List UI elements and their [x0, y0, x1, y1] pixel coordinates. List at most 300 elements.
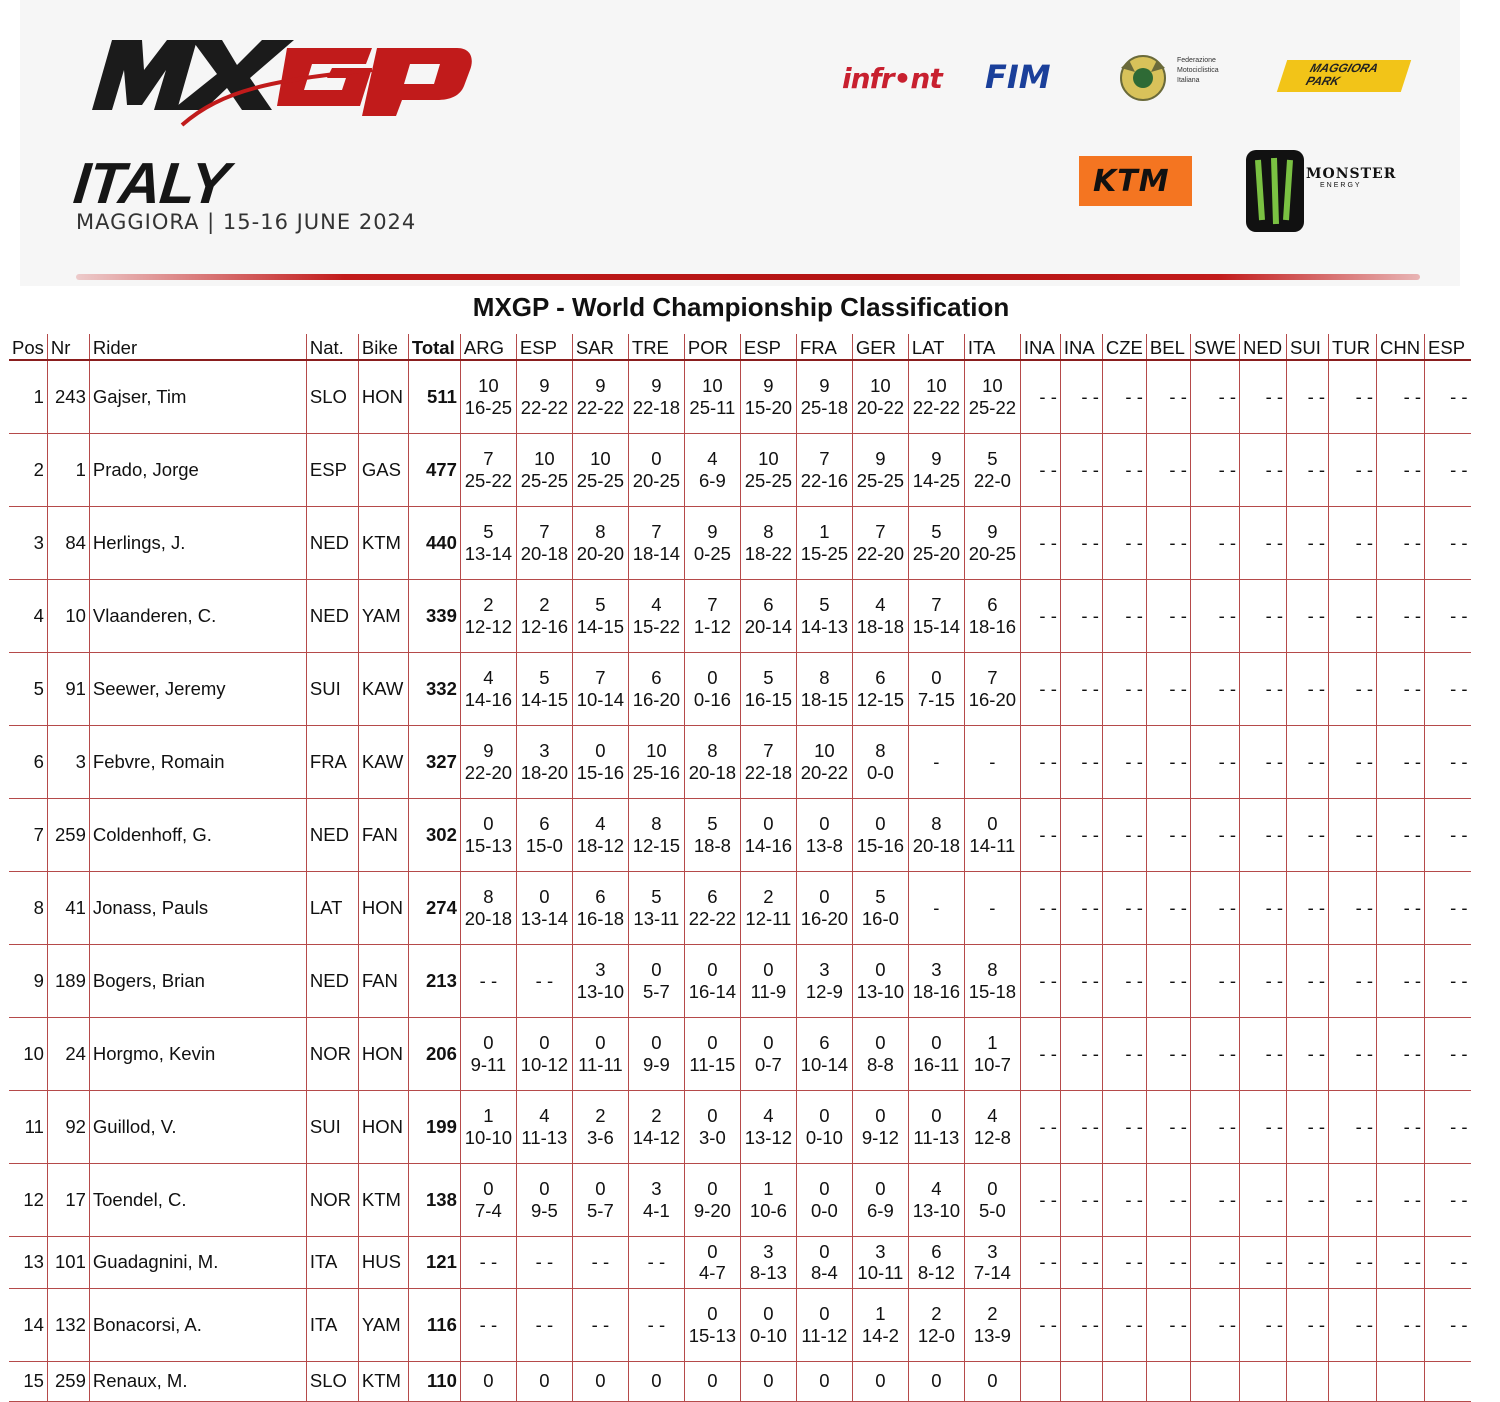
cell-race-result [908, 871, 964, 944]
race-points: 0 [763, 959, 774, 980]
cell-race-result [1146, 1090, 1190, 1163]
race-moto-points: 18-12 [576, 834, 625, 856]
cell-race-result [1329, 1361, 1377, 1401]
race-moto-points: 4-7 [699, 1262, 726, 1283]
race-points: 7 [707, 594, 718, 615]
race-no-result: - - [1125, 1042, 1143, 1064]
monster-claw-icon [1246, 150, 1304, 232]
race-moto-points: 7-14 [973, 1262, 1011, 1283]
race-moto-points: 3-0 [699, 1126, 726, 1148]
cell-race-result [572, 1236, 628, 1288]
race-moto-points: 20-18 [688, 761, 737, 783]
race-moto-points: 15-0 [525, 834, 563, 856]
cell-race-result [1240, 506, 1287, 579]
cell-nr: 92 [47, 1090, 89, 1163]
cell-race-result [908, 579, 964, 652]
race-points: 7 [483, 448, 494, 469]
cell-race-result [796, 725, 852, 798]
race-moto-points: 22-20 [464, 761, 513, 783]
race-no-result: - - [1169, 677, 1187, 699]
race-moto-points: 8-13 [749, 1262, 787, 1283]
col-header-race: TRE [628, 334, 684, 360]
race-no-result: - - [1081, 1115, 1099, 1137]
cell-race-result [1146, 1361, 1190, 1401]
race-no-result: - - [1307, 969, 1326, 991]
cell-race-result [1240, 579, 1287, 652]
race-points: 7 [819, 448, 830, 469]
cell-nat: NED [306, 506, 358, 579]
race-no-result: - - [1355, 1042, 1374, 1064]
race-no-result: - - [647, 1313, 666, 1335]
race-no-result: - - [1218, 969, 1237, 991]
race-moto-points: 13-11 [633, 907, 680, 929]
race-no-result: - - [1450, 385, 1468, 407]
cell-race-result [628, 433, 684, 506]
race-points: 3 [875, 1240, 886, 1262]
race-no-result: - - [1450, 896, 1468, 918]
race-no-result: - - [1218, 1042, 1237, 1064]
cell-bike: KTM [358, 1163, 408, 1236]
cell-race-result [964, 1163, 1020, 1236]
race-points: 0 [539, 1370, 550, 1392]
cell-race-result [516, 1090, 572, 1163]
cell-pos: 2 [9, 433, 47, 506]
race-no-result: - - [1450, 1313, 1468, 1335]
race-points: 4 [595, 813, 606, 834]
cell-race-result [908, 1163, 964, 1236]
cell-race-result [628, 871, 684, 944]
cell-race-result [740, 433, 796, 506]
cell-race-result [1020, 360, 1060, 433]
table-row [9, 360, 1471, 433]
cell-race-result [1102, 433, 1146, 506]
cell-race-result [1060, 1236, 1102, 1288]
cell-race-result [852, 725, 908, 798]
cell-race-result [684, 360, 740, 433]
race-points: 0 [651, 1370, 662, 1392]
cell-race-result [684, 1017, 740, 1090]
race-moto-points: 18-8 [693, 834, 731, 856]
cell-race-result [796, 1288, 852, 1361]
cell-race-result [572, 1017, 628, 1090]
cell-race-result [964, 360, 1020, 433]
race-moto-points: 14-16 [744, 834, 793, 856]
race-points: 5 [819, 594, 830, 615]
race-no-result: - - [535, 969, 554, 991]
race-points: 5 [875, 886, 886, 907]
race-no-result: - - [1355, 677, 1374, 699]
cell-race-result [684, 1361, 740, 1401]
cell-race-result [1146, 1017, 1190, 1090]
cell-race-result [964, 652, 1020, 725]
cell-race-result [1329, 871, 1377, 944]
cell-race-result [1377, 506, 1425, 579]
cell-race-result [964, 944, 1020, 1017]
cell-race-result [1287, 1090, 1329, 1163]
table-row [9, 506, 1471, 579]
cell-rider: Gajser, Tim [89, 360, 306, 433]
race-moto-points: 11-13 [521, 1126, 568, 1148]
cell-race-result [908, 1090, 964, 1163]
cell-race-result [1102, 506, 1146, 579]
race-points: 0 [819, 1178, 830, 1199]
cell-total: 116 [408, 1288, 460, 1361]
cell-race-result [460, 1163, 516, 1236]
race-points: 6 [539, 813, 550, 834]
race-moto-points: 12-16 [520, 615, 569, 637]
race-points: 10 [646, 740, 667, 761]
race-no-result: - - [1265, 1115, 1284, 1137]
race-points: 9 [539, 375, 550, 397]
cell-race-result [740, 506, 796, 579]
cell-bike: KTM [358, 1361, 408, 1401]
race-moto-points: 22-16 [800, 469, 849, 491]
race-no-result: - - [1403, 1251, 1422, 1272]
race-no-result: - - [1218, 1115, 1237, 1137]
cell-rider: Renaux, M. [89, 1361, 306, 1401]
cell-race-result [908, 1361, 964, 1401]
cell-race-result [796, 1236, 852, 1288]
race-moto-points: 25-25 [744, 469, 793, 491]
col-header-total: Total [408, 334, 460, 360]
race-moto-points: 16-15 [744, 688, 793, 710]
cell-race-result [1377, 1090, 1425, 1163]
race-moto-points: 10-11 [857, 1262, 904, 1283]
race-moto-points: 12-8 [973, 1126, 1011, 1148]
cell-race-result [572, 725, 628, 798]
cell-race-result [852, 1288, 908, 1361]
cell-nat: ITA [306, 1236, 358, 1288]
cell-race-result [1060, 798, 1102, 871]
race-moto-points: 15-13 [688, 1324, 737, 1346]
race-moto-points: 9-5 [531, 1199, 558, 1221]
table-row [9, 1236, 1471, 1288]
race-points: 10 [926, 375, 947, 397]
cell-race-result [1377, 360, 1425, 433]
race-points: 8 [707, 740, 718, 761]
race-no-result: - - [1355, 1188, 1374, 1210]
race-points: 0 [595, 740, 606, 761]
cell-race-result [516, 1163, 572, 1236]
cell-race-result [1329, 433, 1377, 506]
cell-rider: Horgmo, Kevin [89, 1017, 306, 1090]
race-points: 0 [707, 1240, 718, 1262]
cell-race-result [516, 1236, 572, 1288]
race-moto-points: 22-0 [973, 469, 1011, 491]
cell-race-result [516, 944, 572, 1017]
race-points: 0 [819, 1240, 830, 1262]
cell-race-result [1425, 506, 1471, 579]
cell-race-result [740, 1017, 796, 1090]
cell-race-result [796, 579, 852, 652]
cell-race-result [684, 725, 740, 798]
col-header-pos: Pos [9, 334, 47, 360]
race-points: 2 [539, 594, 550, 615]
mxgp-logo [72, 30, 472, 150]
cell-race-result [572, 506, 628, 579]
race-points: 0 [707, 667, 718, 688]
cell-rider: Guadagnini, M. [89, 1236, 306, 1288]
cell-race-result [460, 579, 516, 652]
cell-race-result [1377, 433, 1425, 506]
race-moto-points: 25-16 [632, 761, 681, 783]
race-moto-points: 0-10 [749, 1324, 787, 1346]
cell-race-result [684, 652, 740, 725]
race-moto-points: 14-13 [800, 615, 849, 637]
cell-total: 440 [408, 506, 460, 579]
race-no-result: - - [1039, 458, 1057, 480]
race-points: 5 [931, 521, 942, 542]
race-no-result: - - [1403, 531, 1422, 553]
cell-race-result [628, 798, 684, 871]
race-moto-points: 6-9 [699, 469, 726, 491]
cell-race-result [572, 798, 628, 871]
cell-race-result [852, 579, 908, 652]
race-no-result: - - [1403, 604, 1422, 626]
cell-race-result [796, 652, 852, 725]
race-points: 10 [870, 375, 891, 397]
race-no-result: - - [1169, 458, 1187, 480]
cell-nat: NOR [306, 1163, 358, 1236]
race-no-result: - - [1039, 1313, 1057, 1335]
race-moto-points: 15-16 [576, 761, 625, 783]
cell-race-result [1060, 1361, 1102, 1401]
cell-bike: HON [358, 1017, 408, 1090]
race-no-result: - - [1450, 1251, 1468, 1272]
race-no-result: - - [1307, 458, 1326, 480]
cell-race-result [964, 798, 1020, 871]
race-moto-points: 22-22 [688, 907, 737, 929]
race-moto-points: 20-20 [576, 542, 625, 564]
race-moto-points: 15-25 [800, 542, 849, 564]
race-no-result: - - [1081, 677, 1099, 699]
race-points: 0 [763, 813, 774, 834]
race-points: 0 [483, 1178, 494, 1199]
cell-rider: Jonass, Pauls [89, 871, 306, 944]
race-moto-points: 15-13 [464, 834, 513, 856]
race-moto-points: 20-25 [968, 542, 1017, 564]
race-no-result: - - [1125, 1251, 1143, 1272]
cell-race-result [516, 1361, 572, 1401]
race-moto-points: 22-18 [744, 761, 793, 783]
race-moto-points: 16-20 [632, 688, 681, 710]
race-points: 0 [595, 1178, 606, 1199]
race-moto-points: 16-0 [861, 907, 899, 929]
race-moto-points: 8-4 [811, 1262, 838, 1283]
cell-race-result [628, 1090, 684, 1163]
cell-race-result [1102, 360, 1146, 433]
cell-race-result [1287, 944, 1329, 1017]
race-points: 7 [763, 740, 774, 761]
cell-race-result [964, 1090, 1020, 1163]
cell-pos: 11 [9, 1090, 47, 1163]
cell-race-result [1425, 1288, 1471, 1361]
maggiora-park-logo [1277, 60, 1411, 92]
race-no-result: - - [1169, 385, 1187, 407]
cell-total: 199 [408, 1090, 460, 1163]
race-no-result: - - [1169, 896, 1187, 918]
race-moto-points: 7-4 [475, 1199, 502, 1221]
banner-red-rule [76, 274, 1420, 280]
table-row [9, 798, 1471, 871]
cell-race-result [1020, 1017, 1060, 1090]
cell-race-result [1240, 1361, 1287, 1401]
cell-race-result [796, 944, 852, 1017]
race-points: 0 [987, 813, 998, 834]
cell-race-result [628, 1163, 684, 1236]
race-no-result: - - [535, 1313, 554, 1335]
cell-pos: 3 [9, 506, 47, 579]
cell-race-result [852, 652, 908, 725]
cell-race-result [1240, 798, 1287, 871]
cell-race-result [1287, 1288, 1329, 1361]
cell-race-result [740, 360, 796, 433]
race-no-result: - - [1403, 1188, 1422, 1210]
cell-race-result [852, 1236, 908, 1288]
race-points: 8 [595, 521, 606, 542]
cell-race-result [628, 1017, 684, 1090]
fmi-logo [1115, 50, 1235, 108]
cell-race-result [1425, 1017, 1471, 1090]
race-moto-points: 10-12 [520, 1053, 569, 1075]
race-points: 0 [819, 813, 830, 834]
col-header-race: TUR [1329, 334, 1377, 360]
cell-race-result [1240, 433, 1287, 506]
race-points: 6 [651, 667, 662, 688]
table-row [9, 1163, 1471, 1236]
race-no-result: - - [1125, 823, 1143, 845]
cell-race-result [1060, 944, 1102, 1017]
race-moto-points: 18-18 [856, 615, 905, 637]
race-no-result: - - [1265, 823, 1284, 845]
cell-race-result [1287, 1236, 1329, 1288]
race-moto-points: 4-1 [643, 1199, 670, 1221]
race-points: 9 [763, 375, 774, 397]
cell-race-result [1146, 579, 1190, 652]
race-points: 9 [483, 740, 494, 761]
race-points: 2 [763, 886, 774, 907]
cell-race-result [1020, 1090, 1060, 1163]
cell-race-result [1102, 1017, 1146, 1090]
cell-race-result [1287, 1017, 1329, 1090]
race-no-result: - - [1265, 677, 1284, 699]
race-points: 0 [651, 959, 662, 980]
cell-race-result [1190, 652, 1239, 725]
race-moto-points: 16-20 [968, 688, 1017, 710]
cell-race-result [1190, 1236, 1239, 1288]
race-no-result: - - [1125, 896, 1143, 918]
race-no-result: - - [1039, 604, 1057, 626]
race-points: 0 [707, 1370, 718, 1392]
cell-race-result [796, 798, 852, 871]
cell-race-result [1425, 944, 1471, 1017]
cell-race-result [964, 1017, 1020, 1090]
cell-race-result [1240, 1288, 1287, 1361]
race-points: 3 [819, 959, 830, 980]
race-points: 0 [875, 1178, 886, 1199]
cell-bike: GAS [358, 433, 408, 506]
col-header-race: SAR [572, 334, 628, 360]
cell-rider: Bonacorsi, A. [89, 1288, 306, 1361]
race-points: 0 [763, 1303, 774, 1324]
cell-race-result [908, 506, 964, 579]
cell-race-result [1102, 1361, 1146, 1401]
cell-race-result [1287, 652, 1329, 725]
cell-race-result [1190, 579, 1239, 652]
cell-race-result [740, 1163, 796, 1236]
cell-race-result [1377, 1017, 1425, 1090]
cell-race-result [1102, 798, 1146, 871]
cell-total: 332 [408, 652, 460, 725]
table-row [9, 725, 1471, 798]
cell-bike: KAW [358, 725, 408, 798]
race-no-result: - - [1169, 1115, 1187, 1137]
race-moto-points: 20-18 [912, 834, 961, 856]
race-points: 8 [931, 813, 942, 834]
cell-race-result [684, 1288, 740, 1361]
race-points: 3 [987, 1240, 998, 1262]
race-moto-points: 12-11 [745, 907, 792, 929]
cell-race-result [1329, 944, 1377, 1017]
cell-race-result [1190, 360, 1239, 433]
cell-race-result [516, 360, 572, 433]
cell-race-result [572, 944, 628, 1017]
cell-bike: YAM [358, 579, 408, 652]
table-row [9, 1288, 1471, 1361]
race-no-result: - - [1081, 1251, 1099, 1272]
cell-race-result [628, 725, 684, 798]
cell-race-result [1146, 871, 1190, 944]
race-no-result: - - [1169, 604, 1187, 626]
race-no-result: - - [1218, 750, 1237, 772]
race-no-result: - - [1307, 1042, 1326, 1064]
race-points: 0 [875, 959, 886, 980]
race-moto-points: 11-9 [750, 980, 787, 1002]
race-no-result: - - [1403, 677, 1422, 699]
cell-total: 477 [408, 433, 460, 506]
race-no-result: - - [1081, 604, 1099, 626]
cell-rider: Guillod, V. [89, 1090, 306, 1163]
race-points: 4 [483, 667, 494, 688]
race-moto-points: 11-15 [689, 1053, 736, 1075]
race-no-result: - - [1265, 1188, 1284, 1210]
race-points: 10 [590, 448, 611, 469]
cell-race-result [1287, 433, 1329, 506]
race-no-result: - - [1039, 750, 1057, 772]
race-points: 10 [478, 375, 499, 397]
race-moto-points: 15-18 [968, 980, 1017, 1002]
cell-race-result [1190, 1090, 1239, 1163]
race-no-result: - - [1450, 677, 1468, 699]
race-points: 0 [763, 1032, 774, 1053]
cell-race-result [852, 1017, 908, 1090]
cell-race-result [1146, 360, 1190, 433]
col-header-race: BEL [1146, 334, 1190, 360]
race-no-result: - - [1125, 1313, 1143, 1335]
cell-race-result [1377, 1163, 1425, 1236]
cell-race-result [1425, 1090, 1471, 1163]
race-points: 0 [539, 1178, 550, 1199]
race-points: 10 [534, 448, 555, 469]
race-no-result: - - [1039, 385, 1057, 407]
cell-nat: ESP [306, 433, 358, 506]
cell-race-result [1240, 871, 1287, 944]
race-moto-points: 10-10 [464, 1126, 513, 1148]
cell-race-result [1020, 506, 1060, 579]
race-moto-points: 22-22 [576, 396, 625, 418]
cell-race-result [796, 1163, 852, 1236]
cell-rider: Vlaanderen, C. [89, 579, 306, 652]
